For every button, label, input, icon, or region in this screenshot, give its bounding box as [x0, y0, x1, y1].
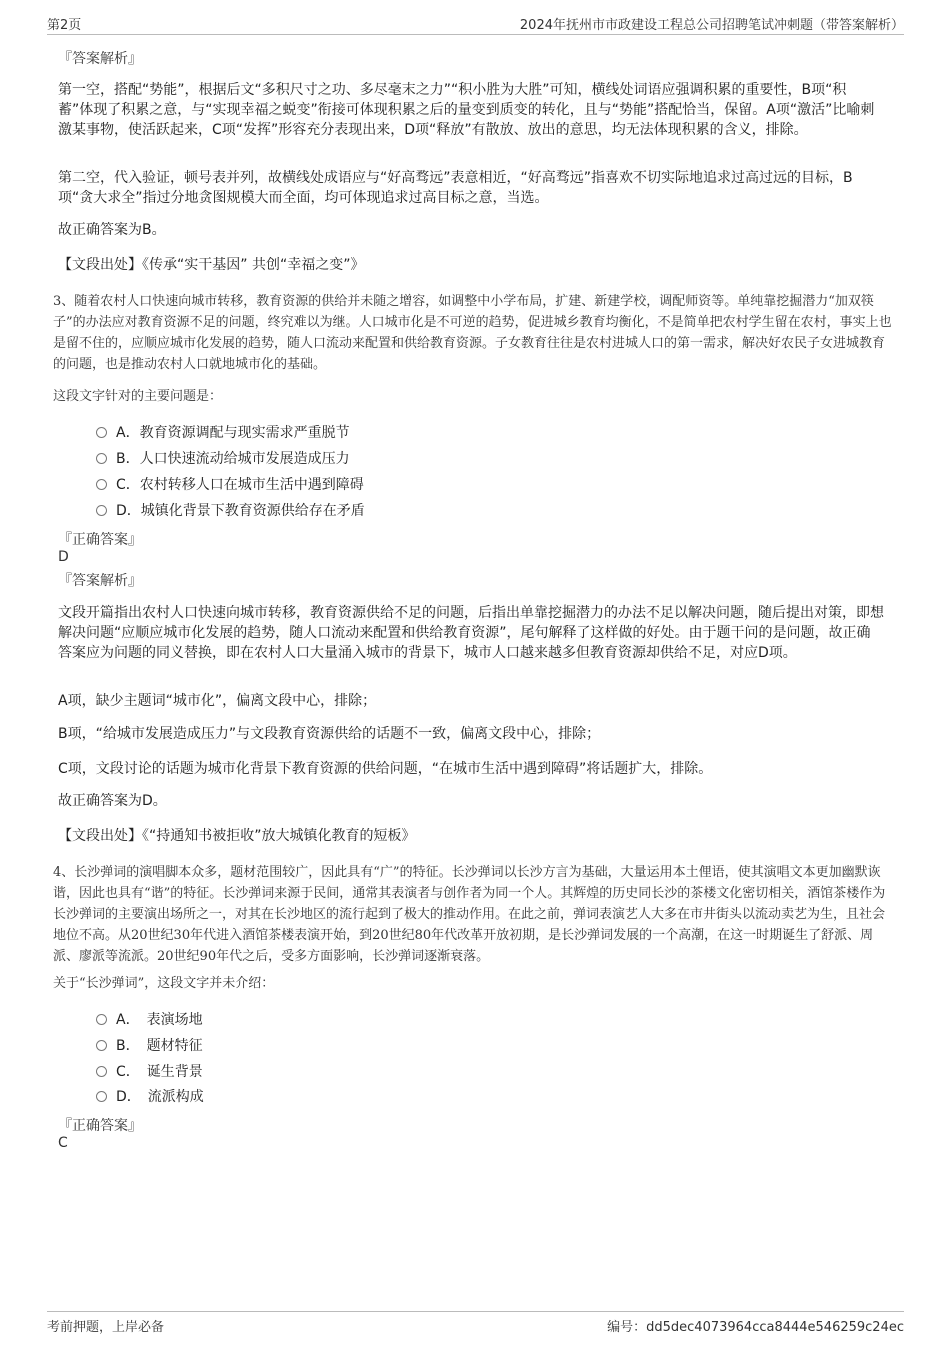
analysis-paragraph-3: B项，“给城市发展造成压力”与文段教育资源供给的话题不一致，偏离文段中心，排除；: [58, 726, 601, 742]
question-4-prompt: 关于“长沙弹词”，这段文字并未介绍：: [53, 976, 275, 991]
passage-source: 【文段出处】《传承“实干基因” 共创“幸福之变”》: [58, 257, 365, 273]
analysis-conclusion: 故正确答案为D。: [58, 793, 167, 809]
radio-icon[interactable]: [96, 453, 107, 464]
radio-icon[interactable]: [96, 1014, 107, 1025]
analysis-paragraph-1: 文段开篇指出农村人口快速向城市转移，教育资源供给不足的问题，后指出单靠挖掘潜力的办法不足以解决问题，随后提出对策，即想解决问题“应顺应城市化发展的趋势，随人口流动来配置和供给教育资源”，尾句解释了这样做的好处。由于题干问的是问题，故正确答案应为问题的同义替换，即在农村人口大量涌入城市的背景下，城市人口越来越多但教育资源却供给不足，对应D项。: [58, 605, 884, 661]
question-4-option-d[interactable]: D． 流派构成: [96, 1087, 204, 1107]
question-3-prompt: 这段文字针对的主要问题是：: [53, 389, 223, 404]
question-4-option-b[interactable]: B． 题材特征: [96, 1036, 203, 1056]
analysis-heading: 『答案解析』: [58, 51, 142, 67]
question-3-option-d[interactable]: D．城镇化背景下教育资源供给存在矛盾: [96, 501, 365, 521]
page-footer: [47, 1311, 904, 1338]
document-code-label: 编号：: [607, 1320, 647, 1335]
page-number: 第2页: [47, 18, 82, 33]
analysis-paragraph-2: A项，缺少主题词“城市化”，偏离文段中心，排除；: [58, 693, 377, 709]
question-4-stem: 4、长沙弹词的演唱脚本众多，题材范围较广，因此具有“广”的特征。长沙弹词以长沙方言为基础，大量运用本土俚语，使其演唱文本更加幽默诙谐，因此也具有“谐”的特征。长沙弹词来源于民间，通常其表演者与创作者为同一个人。其辉煌的历史同长沙的茶楼文化密切相关，酒馆茶楼作为长沙弹词的主要演出场所之一，对其在长沙地区的流行起到了极大的推动作用。在此之前，弹词表演艺人大多在市井街头以流动卖艺为生，且社会地位不高。从20世纪30年代进入酒馆茶楼表演开始，到20世纪80年代改革开放初期，是长沙弹词发展的一个高潮，在这一时期诞生了舒派、周派、廖派等流派。20世纪90年代之后，受多方面影响，长沙弹词逐渐衰落。: [53, 865, 886, 964]
correct-answer-value: C: [58, 1135, 68, 1151]
correct-answer-heading: 『正确答案』: [58, 1118, 142, 1134]
radio-icon[interactable]: [96, 505, 107, 516]
radio-icon[interactable]: [96, 427, 107, 438]
question-4-option-c[interactable]: C． 诞生背景: [96, 1062, 203, 1082]
analysis-paragraph-2: 第二空，代入验证，顿号表并列，故横线处成语应与“好高骛远”表意相近，“好高骛远”指喜欢不切实际地追求过高过远的目标，B项“贪大求全”指过分地贪图规模大而全面，均可体现追求过高目标之意，当选。: [58, 170, 853, 206]
correct-answer-heading: 『正确答案』: [58, 532, 142, 548]
analysis-heading: 『答案解析』: [58, 573, 142, 589]
question-3-option-a[interactable]: A．教育资源调配与现实需求严重脱节: [96, 423, 350, 443]
footer-slogan: 考前押题，上岸必备: [47, 1320, 165, 1335]
radio-icon[interactable]: [96, 1091, 107, 1102]
question-3-option-c[interactable]: C．农村转移人口在城市生活中遇到障碍: [96, 475, 364, 495]
analysis-conclusion: 故正确答案为B。: [58, 222, 166, 238]
document-code: [607, 1316, 904, 1335]
question-4-option-a[interactable]: A． 表演场地: [96, 1010, 203, 1030]
question-3-stem: 3、随着农村人口快速向城市转移，教育资源的供给并未随之增容，如调整中小学布局，扩建、新建学校，调配师资等。单纯靠挖掘潜力“加双筷子”的办法应对教育资源不足的问题，终究难以为继。人口城市化是不可逆的趋势，促进城乡教育均衡化，不是简单把农村学生留在农村，事实上也是留不住的，应顺应城市化发展的趋势，随人口流动来配置和供给教育资源。子女教育往往是农村进城人口的第一需求，解决好农民子女进城教育的问题，也是推动农村人口就地城市化的基础。: [53, 294, 892, 372]
analysis-paragraph-1: 第一空，搭配“势能”，根据后文“多积尺寸之功、多尽毫末之力”“积小胜为大胜”可知，横线处词语应强调积累的重要性，B项“积蓄”体现了积累之意，与“实现幸福之蜕变”衔接可体现积累之后的量变到质变的转化，且与“势能”搭配恰当，保留。A项“激活”比喻刺激某事物，使活跃起来，C项“发挥”形容充分表现出来，D项“释放”有散放、放出的意思，均无法体现积累的含义，排除。: [58, 82, 875, 138]
correct-answer-value: D: [58, 549, 69, 565]
question-3-option-b[interactable]: B．人口快速流动给城市发展造成压力: [96, 449, 350, 469]
radio-icon[interactable]: [96, 1040, 107, 1051]
passage-source: 【文段出处】《“持通知书被拒收”放大城镇化教育的短板》: [58, 828, 416, 844]
document-code-value: dd5dec4073964cca8444e546259c24ec: [646, 1320, 904, 1335]
page-header: [47, 10, 904, 35]
radio-icon[interactable]: [96, 1066, 107, 1077]
analysis-paragraph-4: C项，文段讨论的话题为城市化背景下教育资源的供给问题，“在城市生活中遇到障碍”将话题扩大，排除。: [58, 761, 713, 777]
document-title: 2024年抚州市市政建设工程总公司招聘笔试冲刺题（带答案解析）: [519, 18, 904, 33]
radio-icon[interactable]: [96, 479, 107, 490]
